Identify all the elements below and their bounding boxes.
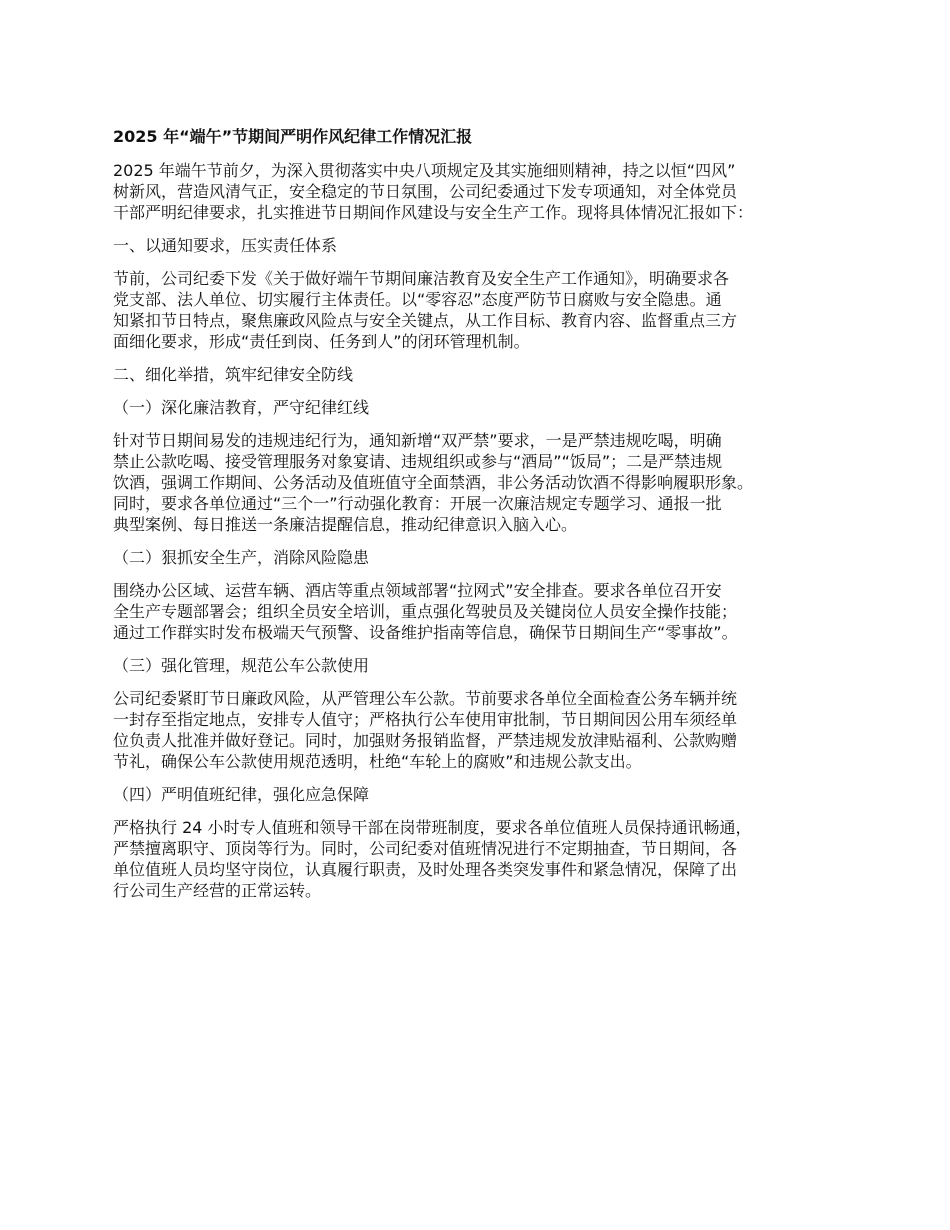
text-line: 干部严明纪律要求，扎实推进节日期间作风建设与安全生产工作。现将具体情况汇报如下： (113, 203, 754, 222)
text-line: 树新风，营造风清气正，安全稳定的节日氛围，公司纪委通过下发专项通知，对全体党员 (113, 182, 738, 201)
subsection-3-paragraph (113, 688, 853, 772)
subsection-1-paragraph (113, 430, 853, 535)
text-line: 面细化要求，形成“责任到岗、任务到人”的闭环管理机制。 (113, 332, 530, 351)
text-line: 行公司生产经营的正常运转。 (113, 881, 322, 900)
section-heading-1: 一、以通知要求，压实责任体系 (113, 236, 338, 255)
text-line: 节礼，确保公车公款使用规范透明，杜绝“车轮上的腐败”和违规公款支出。 (113, 752, 642, 771)
text-line: 单位值班人员均坚守岗位，认真履行职责，及时处理各类突发事件和紧急情况，保障了出 (113, 860, 738, 879)
text-line: 严禁擅离职守、顶岗等行为。同时，公司纪委对值班情况进行不定期抽查，节日期间，各 (113, 839, 738, 858)
text-line: 党支部、法人单位、切实履行主体责任。以“零容忍”态度严防节日腐败与安全隐患。通 (113, 290, 722, 309)
text-line: 公司纪委紧盯节日廉政风险，从严管理公车公款。节前要求各单位全面检查公务车辆并统 (113, 689, 738, 708)
subsection-4-paragraph (113, 817, 853, 901)
document-page (113, 126, 853, 913)
text-line: 针对节日期间易发的违规违纪行为，通知新增“双严禁”要求，一是严禁违规吃喝，明确 (113, 431, 722, 450)
text-line: 禁止公款吃喝、接受管理服务对象宴请、违规组织或参与“酒局”“饭局”；二是严禁违规 (113, 452, 723, 471)
text-line: 饮酒，强调工作期间、公务活动及值班值守全面禁酒，非公务活动饮酒不得影响履职形象。 (113, 473, 754, 492)
subsection-heading-4: （四）严明值班纪律，强化应急保障 (113, 785, 370, 804)
section-heading-2: 二、细化举措，筑牢纪律安全防线 (113, 365, 354, 384)
text-line: 全生产专题部署会；组织全员安全培训，重点强化驾驶员及关键岗位人员安全操作技能； (113, 602, 738, 621)
text-line: 同时，要求各单位通过“三个一”行动强化教育：开展一次廉洁规定专题学习、通报一批 (113, 494, 722, 513)
text-line: 知紧扣节日特点，聚焦廉政风险点与安全关键点，从工作目标、教育内容、监督重点三方 (113, 311, 738, 330)
subsection-heading-3: （三）强化管理，规范公车公款使用 (113, 656, 370, 675)
text-line: 通过工作群实时发布极端天气预警、设备维护指南等信息，确保节日期间生产“零事故”。 (113, 623, 738, 642)
section-1-paragraph (113, 268, 853, 352)
text-line: 位负责人批准并做好登记。同时，加强财务报销监督，严禁违规发放津贴福利、公款购赠 (113, 731, 738, 750)
subsection-heading-1: （一）深化廉洁教育，严守纪律红线 (113, 398, 370, 417)
text-line: 严格执行 24 小时专人值班和领导干部在岗带班制度，要求各单位值班人员保持通讯畅通， (113, 818, 752, 837)
text-line: 2025 年端午节前夕，为深入贯彻落实中央八项规定及其实施细则精神，持之以恒“四风” (113, 161, 736, 180)
intro-paragraph (113, 160, 853, 223)
document-title: 2025 年“端午”节期间严明作风纪律工作情况汇报 (113, 127, 473, 146)
text-line: 典型案例、每日推送一条廉洁提醒信息，推动纪律意识入脑入心。 (113, 515, 578, 534)
subsection-heading-2: （二）狠抓安全生产，消除风险隐患 (113, 548, 370, 567)
subsection-2-paragraph (113, 580, 853, 643)
text-line: 一封存至指定地点，安排专人值守；严格执行公车使用审批制，节日期间因公用车须经单 (113, 710, 738, 729)
text-line: 围绕办公区域、运营车辆、酒店等重点领域部署“拉网式”安全排查。要求各单位召开安 (113, 581, 722, 600)
text-line: 节前，公司纪委下发《关于做好端午节期间廉洁教育及安全生产工作通知》，明确要求各 (113, 269, 730, 288)
